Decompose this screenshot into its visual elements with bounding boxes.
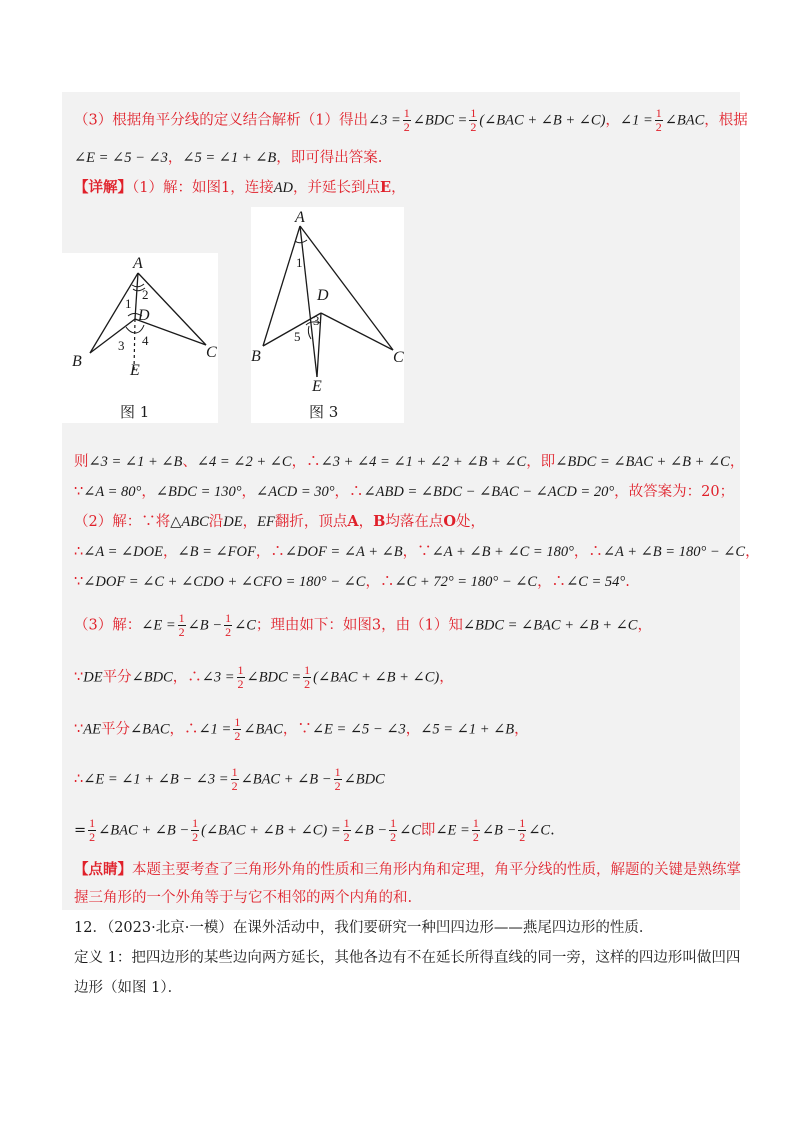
line-9: （3）解：∠E = $\frac{1}{2}$ ∠B − $\frac{1}{2}$ ∠C；理由如下：如图3，由（1）知∠BDC = ∠BAC + ∠B + ∠C， (74, 611, 652, 639)
formula: ∠3 = (367, 112, 401, 129)
vertex-label-b: B (72, 353, 82, 370)
question-12-line-3: 边形（如图 1）． (74, 980, 183, 996)
vertex-label-d: D (317, 287, 329, 304)
question-12-line-1: 12．（2023·北京·一模）在课外活动中，我们要研究一种凹四边形——燕尾四边形的性质． (74, 920, 654, 936)
vertex-label-b: B (251, 348, 261, 365)
line-4: 则∠3 = ∠1 + ∠B、∠4 = ∠2 + ∠C，∴∠3 + ∠4 = ∠1 + ∠2 + ∠B + ∠C，即∠BDC = ∠BAC + ∠B + ∠C， (74, 454, 745, 470)
line-7: ∴∠A = ∠DOE，∠B = ∠FOF，∴∠DOF = ∠A + ∠B，∵∠A + ∠B + ∠C = 180°，∴∠A + ∠B = 180° − ∠C， (74, 544, 760, 560)
angle-label-3: 3 (313, 313, 320, 328)
line-13: = $\frac{1}{2}$ ∠BAC + ∠B − $\frac{1}{2}$ (∠BAC + ∠B + ∠C) = $\frac{1}{2}$ ∠B − $\frac{1}{2}$ ∠C即∠E = $\frac{1}{2}$ ∠B − $\frac{1}{2}$ ∠C. (74, 816, 555, 844)
vertex-label-a: A (295, 209, 305, 226)
line-15: 握三角形的一个外角等于与它不相邻的两个内角的和. (74, 890, 413, 906)
vertex-label-d: D (138, 307, 150, 324)
figure-1 (62, 253, 218, 423)
angle-label-2: 2 (142, 287, 149, 302)
vertex-label-a: A (133, 255, 143, 272)
fraction: $\frac{1}{2}$ (470, 106, 477, 134)
formula: ∠1 = (619, 112, 653, 129)
formula: ∠BDC = (412, 112, 468, 129)
vertex-label-e: E (312, 378, 322, 395)
line-2: ∠E = ∠5 − ∠3，∠5 = ∠1 + ∠B，即可得出答案. (74, 150, 383, 166)
fraction: $\frac{1}{2}$ (655, 106, 662, 134)
line-10: ∵DE平分∠BDC，∴∠3 = $\frac{1}{2}$ ∠BDC = $\frac{1}{2}$ (∠BAC + ∠B + ∠C)， (74, 663, 454, 691)
section-tag: 【详解】 (74, 179, 132, 196)
text: （3）根据角平分线的定义结合解析（1）得出 (74, 112, 368, 129)
line-1: （3）根据角平分线的定义结合解析（1）得出∠3 = $\frac{1}{2}$ ∠BDC = $\frac{1}{2}$ (∠BAC + ∠B + ∠C)，∠1 = $\frac{1}{2}$ ∠BAC，根据 (74, 106, 748, 134)
figure-caption: 图 1 (120, 403, 150, 421)
line-12: ∴∠E = ∠1 + ∠B − ∠3 = $\frac{1}{2}$ ∠BAC + ∠B − $\frac{1}{2}$ ∠BDC (74, 765, 385, 793)
line-14: 【点睛】本题主要考查了三角形外角的性质和三角形内角和定理，角平分线的性质，解题的关键是熟练掌 (74, 861, 741, 878)
fraction: $\frac{1}{2}$ (403, 106, 410, 134)
angle-label-5: 5 (294, 329, 301, 344)
vertex-label-c: C (206, 344, 217, 361)
line-11: ∵AE平分∠BAC，∴∠1 = $\frac{1}{2}$ ∠BAC，∵∠E = ∠5 − ∠3，∠5 = ∠1 + ∠B， (74, 715, 529, 743)
formula: ∠BAC (664, 112, 705, 129)
formula: ∠5 = ∠1 + ∠B (182, 150, 277, 166)
line-3: 【详解】（1）解：如图1，连接AD，并延长到点E， (74, 179, 406, 196)
formula: ∠E = ∠5 − ∠3 (74, 150, 168, 166)
section-tag: 【点睛】 (74, 861, 132, 878)
angle-label-3: 3 (118, 338, 125, 353)
question-12-line-2: 定义 1：把四边形的某些边向两方延长，其他各边有不在延长所得直线的同一旁，这样的四边形叫做凹四 (74, 950, 741, 966)
angle-label-4: 4 (142, 333, 149, 348)
vertex-label-e: E (130, 362, 140, 379)
angle-label-1: 1 (296, 255, 303, 270)
formula: (∠BAC + ∠B + ∠C) (479, 112, 606, 129)
figure-caption: 图 3 (309, 403, 339, 421)
vertex-label-c: C (393, 349, 404, 366)
figure-3 (251, 207, 404, 423)
angle-label-1: 1 (125, 296, 132, 311)
line-6: （2）解：∵将△ABC沿DE，EF翻折，顶点A，B均落在点O处， (74, 513, 486, 530)
line-8: ∵∠DOF = ∠C + ∠CDO + ∠CFO = 180° − ∠C，∴∠C + 72° = 180° − ∠C，∴∠C = 54°. (74, 574, 630, 590)
line-5: ∵∠A = 80°，∠BDC = 130°，∠ACD = 30°，∴∠ABD = ∠BDC − ∠BAC − ∠ACD = 20°，故答案为：20； (74, 484, 735, 500)
